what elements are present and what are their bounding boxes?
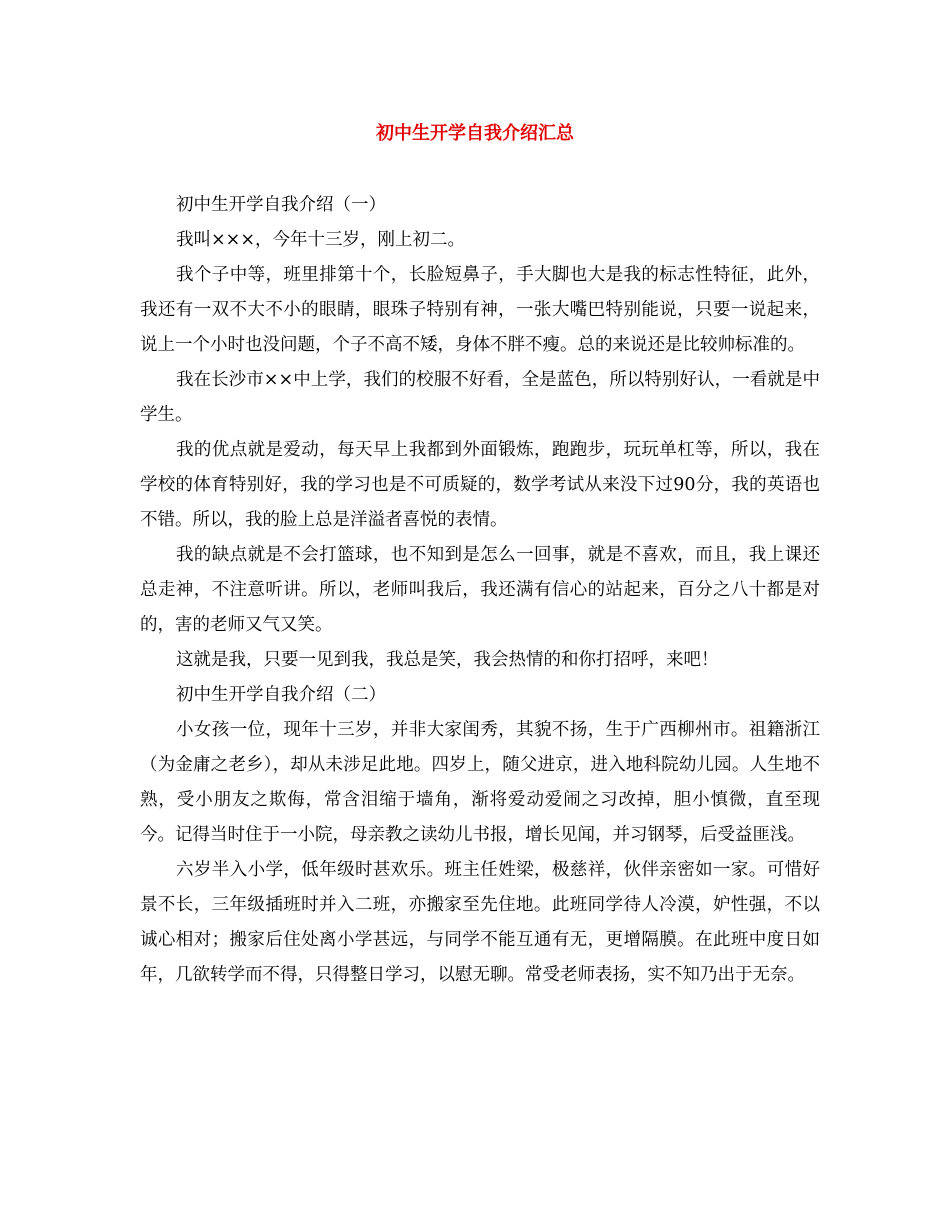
section-heading-1: 初中生开学自我介绍（一） [176,195,386,215]
document-title: 初中生开学自我介绍汇总 [376,123,574,144]
paragraph: 我在长沙市××中上学，我们的校服不好看，全是蓝色，所以特别好认，一看就是中学生。 [140,370,820,425]
paragraph: 六岁半入小学，低年级时甚欢乐。班主任姓梁，极慈祥，伙伴亲密如一家。可惜好景不长，三年级插班时并入二班，亦搬家至先住地。此班同学待人冷漠，妒性强，不以诚心相对；搬家后住处离小学甚远，与同学不能互通有无，更增隔膜。在此班中度日如年，几欲转学而不得，只得整日学习，以慰无聊。常受老师表扬，实不知乃出于无奈。 [140,860,820,985]
paragraph: 我叫×××，今年十三岁，刚上初二。 [176,230,465,250]
paragraph: 我个子中等，班里排第十个，长脸短鼻子，手大脚也大是我的标志性特征，此外，我还有一双不大不小的眼睛，眼珠子特别有神，一张大嘴巴特别能说，只要一说起来，说上一个小时也没问题，个子不高不矮，身体不胖不瘦。总的来说还是比较帅标准的。 [140,265,820,355]
document-body [140,188,820,993]
paragraph: 这就是我，只要一见到我，我总是笑，我会热情的和你打招呼，来吧！ [176,650,719,670]
paragraph: 小女孩一位，现年十三岁，并非大家闺秀，其貌不扬，生于广西柳州市。祖籍浙江（为金庸之老乡），却从未涉足此地。四岁上，随父进京，进入地科院幼儿园。人生地不熟，受小朋友之欺侮，常含泪缩于墙角，渐将爱动爱闹之习改掉，胆小慎微，直至现今。记得当时住于一小院，母亲教之读幼儿书报，增长见闻，并习钢琴，后受益匪浅。 [140,720,820,845]
section-heading-2: 初中生开学自我介绍（二） [176,685,386,705]
paragraph: 我的缺点就是不会打篮球，也不知到是怎么一回事，就是不喜欢，而且，我上课还总走神，不注意听讲。所以，老师叫我后，我还满有信心的站起来，百分之八十都是对的，害的老师又气又笑。 [140,545,820,635]
paragraph: 我的优点就是爱动，每天早上我都到外面锻炼，跑跑步，玩玩单杠等，所以，我在学校的体育特别好，我的学习也是不可质疑的，数学考试从来没下过90分，我的英语也不错。所以，我的脸上总是洋溢者喜悦的表情。 [140,440,820,530]
